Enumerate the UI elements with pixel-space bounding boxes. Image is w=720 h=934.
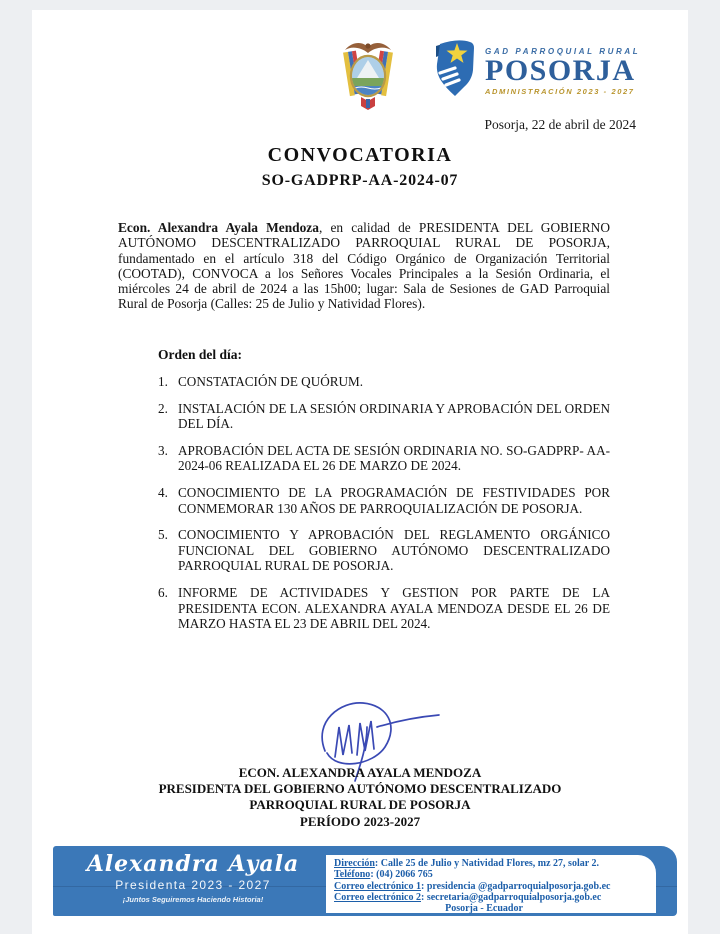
agenda-item: CONOCIMIENTO DE LA PROGRAMACIÓN DE FESTIVIDADES POR CONMEMORAR 130 AÑOS DE PARROQUIALIZACIÓN DE POSORJA. [178, 484, 610, 516]
signature-line: ECON. ALEXANDRA AYALA MENDOZA [238, 765, 482, 780]
footer-subtitle: Presidenta 2023 - 2027 [115, 878, 271, 892]
contact-row: Correo electrónico 2: secretaria@gadparroquialposorja.gob.ec [334, 891, 602, 903]
footer-banner [53, 846, 677, 916]
contact-label: Dirección [334, 858, 375, 869]
agenda-item: CONOCIMIENTO Y APROBACIÓN DEL REGLAMENTO ORGÁNICO FUNCIONAL DEL GOBIERNO AUTÓNOMO DESCENTRALIZADO PARROQUIAL RURAL DE POSORJA. [178, 527, 610, 574]
logo-name: POSORJA [485, 54, 636, 87]
posorja-logo [430, 38, 640, 102]
signature-line: PARROQUIAL RURAL DE POSORJA [249, 797, 471, 813]
title-block [32, 144, 688, 190]
agenda-item: INSTALACIÓN DE LA SESIÓN ORDINARIA Y APROBACIÓN DEL ORDEN DEL DÍA. [178, 400, 610, 432]
contact-label: Teléfono [334, 869, 371, 881]
contact-rows [334, 858, 656, 903]
contact-row: Correo electrónico 1: presidencia @gadparroquialposorja.gob.ec [334, 880, 611, 892]
document-date: Posorja, 22 de abril de 2024 [484, 117, 636, 132]
contact-label: Correo electrónico 1 [334, 880, 421, 892]
contact-label: Correo electrónico 2 [334, 891, 421, 903]
footer-president-block [63, 852, 323, 904]
document-title: CONVOCATORIA [267, 144, 453, 166]
agenda-heading: Orden del día: [158, 347, 243, 362]
intro-rest: , en calidad de PRESIDENTA DEL GOBIERNO AUTÓNOMO DESCENTRALIZADO PARROQUIAL RURAL DE POSORJA, fundamentado en el artículo 318 del Código Orgánico de Organización Territorial (COOTAD), CONVOCA a los Señores Vocales Principales a la Sesión Ordinaria, el miércoles 24 de abril de 2024 a las 15h00; lugar: Sala de Sesiones de GAD Parroquial Rural de Posorja (Calles: 25 de Julio y Natividad Flores). [118, 220, 610, 312]
document-page [32, 10, 688, 934]
logo-admin-line: ADMINISTRACIÓN 2023 - 2027 [485, 87, 635, 96]
contact-row: Teléfono: (04) 2066 765 [334, 869, 433, 881]
agenda-item: INFORME DE ACTIVIDADES Y GESTION POR PARTE DE LA PRESIDENTA ECON. ALEXANDRA AYALA MENDOZA DESDE EL 26 DE MARZO HASTA EL 23 DE ABRIL DEL 2024. [178, 584, 610, 632]
document-code: SO-GADPRP-AA-2024-07 [261, 172, 459, 189]
signature-block [32, 765, 688, 830]
ecuador-coat-of-arms-icon [335, 36, 401, 114]
agenda-list [158, 374, 610, 643]
agenda-item: APROBACIÓN DEL ACTA DE SESIÓN ORDINARIA NO. SO-GADPRP- AA-2024-06 REALIZADA EL 26 DE MARZO DE 2024. [178, 442, 610, 474]
footer-script-name: Alexandra Ayala [86, 851, 300, 877]
contact-row: Dirección: Calle 25 de Julio y Natividad Flores, mz 27, solar 2. [334, 858, 599, 869]
posorja-shield-icon [430, 38, 476, 102]
intro-paragraph [118, 220, 610, 312]
logo-org-line: GAD PARROQUIAL RURAL [485, 47, 641, 56]
agenda-item: CONSTATACIÓN DE QUÓRUM. [178, 374, 364, 389]
signature-line: PERÍODO 2023-2027 [299, 813, 421, 829]
footer-slogan: ¡Juntos Seguiremos Haciendo Historia! [122, 895, 264, 904]
footer-location: Posorja - Ecuador [445, 903, 523, 915]
signature-line: PRESIDENTA DEL GOBIERNO AUTÓNOMO DESCENTRALIZADO [158, 781, 562, 797]
intro-lead: Econ. Alexandra Ayala Mendoza [118, 220, 319, 235]
footer-contact-box [326, 855, 656, 913]
